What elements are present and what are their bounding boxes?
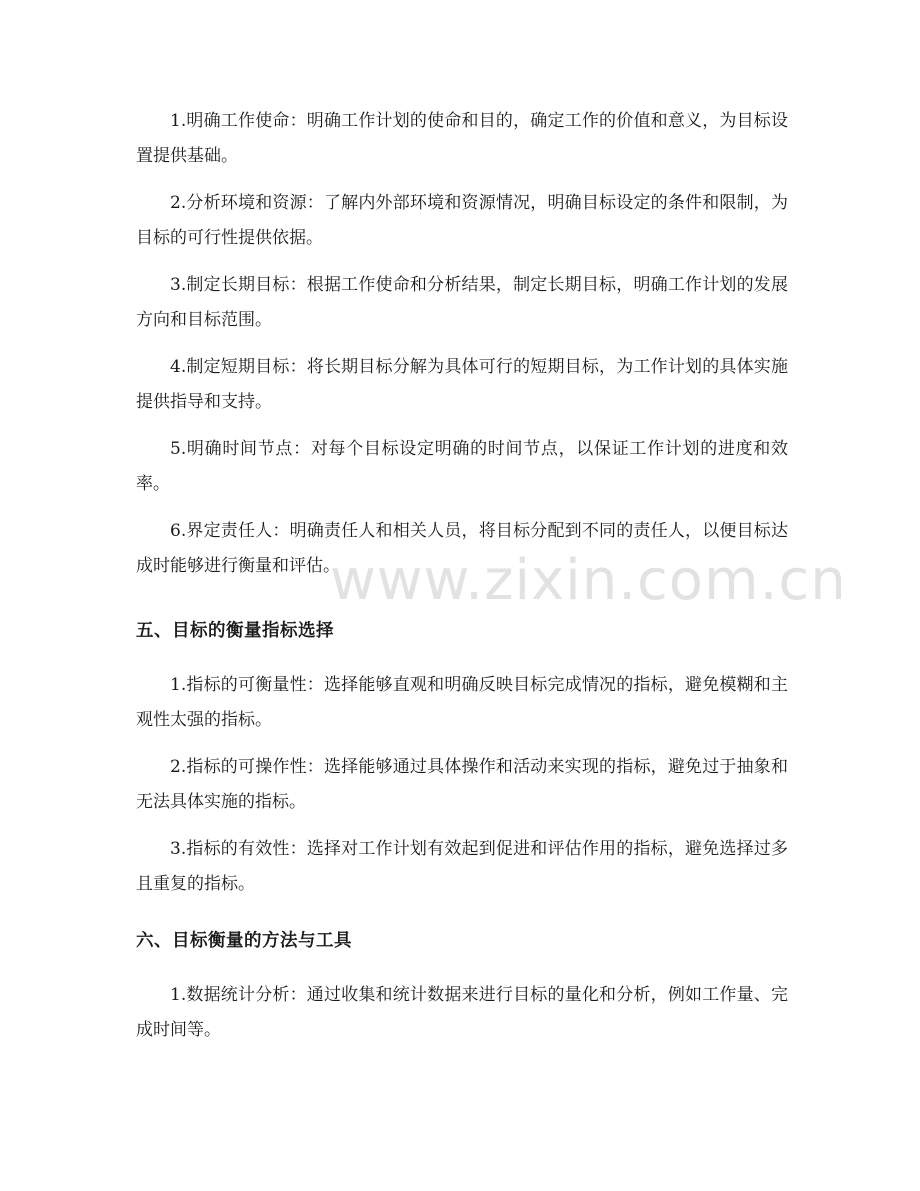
heading-text: 六、目标衡量的方法与工具 (136, 931, 352, 951)
paragraph-environment (136, 186, 788, 256)
section-heading-5 (136, 618, 788, 644)
paragraph-short-term (136, 350, 788, 420)
paragraph-data-analysis (136, 978, 788, 1048)
section-heading-6 (136, 928, 788, 954)
paragraph-text: 3.制定长期目标：根据工作使命和分析结果，制定长期目标，明确工作计划的发展方向和目标范围。 (136, 275, 788, 330)
heading-text: 五、目标的衡量指标选择 (136, 621, 334, 641)
paragraph-text: 2.指标的可操作性：选择能够通过具体操作和活动来实现的指标，避免过于抽象和无法具体实施的指标。 (136, 757, 788, 812)
paragraph-time-nodes (136, 432, 788, 502)
paragraph-text: 5.明确时间节点：对每个目标设定明确的时间节点，以保证工作计划的进度和效率。 (136, 439, 788, 494)
paragraph-mission (136, 104, 788, 174)
paragraph-text: 1.指标的可衡量性：选择能够直观和明确反映目标完成情况的指标，避免模糊和主观性太强的指标。 (136, 675, 788, 730)
watermark: www.zixin.com.cn (330, 548, 847, 613)
paragraph-text: 3.指标的有效性：选择对工作计划有效起到促进和评估作用的指标，避免选择过多且重复的指标。 (136, 839, 788, 894)
paragraph-measurability (136, 668, 788, 738)
paragraph-text: 2.分析环境和资源：了解内外部环境和资源情况，明确目标设定的条件和限制，为目标的可行性提供依据。 (136, 193, 788, 248)
paragraph-text: 1.数据统计分析：通过收集和统计数据来进行目标的量化和分析，例如工作量、完成时间等。 (136, 985, 788, 1040)
paragraph-text: 4.制定短期目标：将长期目标分解为具体可行的短期目标，为工作计划的具体实施提供指导和支持。 (136, 357, 788, 412)
paragraph-long-term (136, 268, 788, 338)
paragraph-text: 6.界定责任人：明确责任人和相关人员，将目标分配到不同的责任人，以便目标达成时能够进行衡量和评估。 (136, 521, 788, 576)
paragraph-text: 1.明确工作使命：明确工作计划的使命和目的，确定工作的价值和意义，为目标设置提供基础。 (136, 111, 788, 166)
paragraph-operability (136, 750, 788, 820)
paragraph-effectiveness (136, 832, 788, 902)
paragraph-responsible (136, 514, 788, 584)
